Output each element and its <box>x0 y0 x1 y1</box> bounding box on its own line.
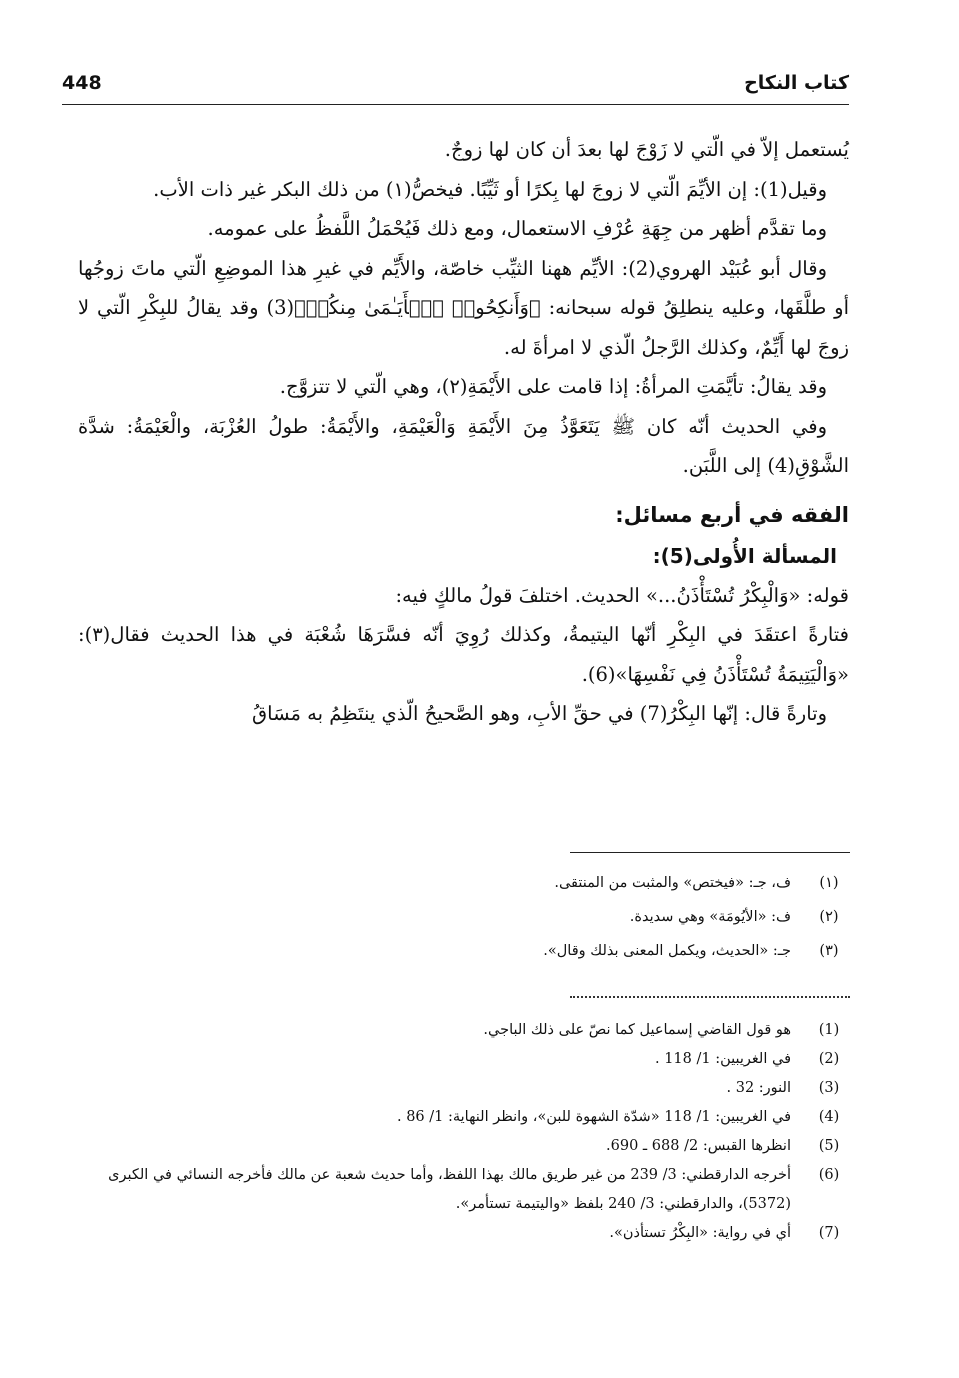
subsection-heading: المسألة الأُولى(5): <box>652 543 837 568</box>
variant-footnotes <box>78 866 849 968</box>
paragraph: وما تقدَّم أظهر من جِهَةِ عُرْفِ الاستعمال، ومع ذلك فَيُحْمَلُ اللَّفظُ على عمومه. <box>207 217 827 240</box>
footnote-text: أي في رواية: «البِكْرُ تستأذن». <box>609 1225 791 1241</box>
footnote <box>78 1132 849 1161</box>
footnote-number: (7) <box>818 1225 840 1241</box>
footnote-number: (4) <box>818 1109 840 1125</box>
paragraph: وقد يقالُ: تأيَّمَتِ المرأةُ: إذا قامت على الأَيْمَةِ(٢)، وهي الّتي لا تتزوَّج. <box>279 375 827 398</box>
paragraph: فتارةً اعتقَدَ في البِكْرِ أنّها اليتيمةُ، وكذلك رُوِيَ أنّه فسَّرَهَا شُعْبَة في هذا الحديث فقال(٣): «وَالْيَتِيمَةُ تُسْتَأْذَنُ فِي نَفْسِهَا»(6). <box>78 623 849 686</box>
footnote-number: (2) <box>818 1051 840 1067</box>
paragraph: قوله: «وَالْبِكْرُ تُسْتَأْذَنُ...» الحديث. اختلفَ قولُ مالكٍ فيه: <box>395 583 849 607</box>
footnote-divider <box>570 852 850 853</box>
footnote <box>78 1219 849 1248</box>
page-number: 448 <box>62 72 102 94</box>
running-title: كتاب النكاح <box>744 72 849 94</box>
paragraph: يُستعمل إلاّ في الّتي لا زَوْجَ لها بعدَ أن كان لها زوجٌ. <box>444 138 849 161</box>
footnote-number: (1) <box>818 1022 840 1038</box>
footnote-number: (6) <box>818 1167 840 1183</box>
footnote <box>78 900 849 934</box>
footnote <box>78 1161 849 1219</box>
footnote <box>78 1045 849 1074</box>
paragraph: وفي الحديث أنّه كان ﷺ يَتَعَوَّذُ مِنَ الأَيْمَةِ وَالْعَيْمَةِ، والأَيْمَةُ: طولُ العُزْبَة، والْعَيْمَةُ: شدَّة الشَّوْقِ(4) إلى اللَّبَن. <box>78 414 849 477</box>
footnote-text: في الغريبين: 1/ 118 «شدّة الشهوة للبن»، وانظر النهاية: 1/ 86 . <box>396 1109 791 1125</box>
footnote-text: أخرجه الدارقطني: 3/ 239 من غير طريق مالك بهذا اللفظ، وأما حديث شعبة عن مالك فأخرجه النسائي في الكبرى (5372)، والدارقطني: 3/ 240 بلفظ «واليتيمة تستأمر». <box>108 1167 791 1212</box>
footnote-text: هو قول القاضي إسماعيل كما نصّ على ذلك الباجي. <box>483 1022 791 1038</box>
section-heading: الفقه في أربع مسائل: <box>615 502 849 527</box>
footnote-number: (5) <box>818 1138 840 1154</box>
source-footnotes <box>78 1016 849 1248</box>
page-header <box>62 70 849 105</box>
footnote-text: في الغريبين: 1/ 118 . <box>654 1051 791 1067</box>
footnote-number: (٢) <box>819 909 839 925</box>
footnote <box>78 866 849 900</box>
footnote-text: جـ: «الحديث، ويكمل المعنى بذلك وقال». <box>543 943 791 959</box>
footnote-text: النور: 32 . <box>726 1080 791 1096</box>
dotted-divider <box>570 996 850 998</box>
footnote <box>78 1074 849 1103</box>
footnote-text: ف: «الأيُومَة» وهي سديدة. <box>629 909 791 925</box>
footnote <box>78 1016 849 1045</box>
paragraph: وتارةً قال: إنّها البِكْرُ(7) في حقِّ الأبِ، وهو الصَّحيحُ الّذي ينتَظِمُ به مَسَاقُ <box>252 702 827 725</box>
paragraph: وقيل(1): إن الأيِّمَ الّتي لا زوجَ لها بِكرًا أو ثَيِّبًا. فيخصُّ(١) من ذلك البكر غير ذات الأب. <box>153 177 827 201</box>
main-text <box>78 130 849 734</box>
footnote-number: (٣) <box>819 943 839 959</box>
footnote-number: (3) <box>818 1080 840 1096</box>
footnote <box>78 1103 849 1132</box>
footnote <box>78 934 849 968</box>
footnote-number: (١) <box>819 875 839 891</box>
paragraph: وقال أبو عُبَيْد الهروي(2): الأيِّم ههنا الثيِّب خاصّة، والأَيِّم في غيرِ هذا الموضِعِ الّتي ماتَ زوجُها أو طلَّقَها، وعليه ينطلِقُ قوله سبحانه: ﴿وَأَنكِحُوا۟ ٱلۡأَيَـٰمَىٰ مِنكُمۡ﴾(3) وقد يقالُ للبِكْرِ الّتي لا زوجَ لها أَيِّمٌ، وكذلك الرَّجلُ الّذي لا امرأةَ له. <box>78 256 849 359</box>
footnote-text: ف، جـ: «فيختص» والمثبت من المنتقى. <box>554 875 791 891</box>
footnote-text: انظرها القبس: 2/ 688 ـ 690. <box>606 1138 791 1154</box>
